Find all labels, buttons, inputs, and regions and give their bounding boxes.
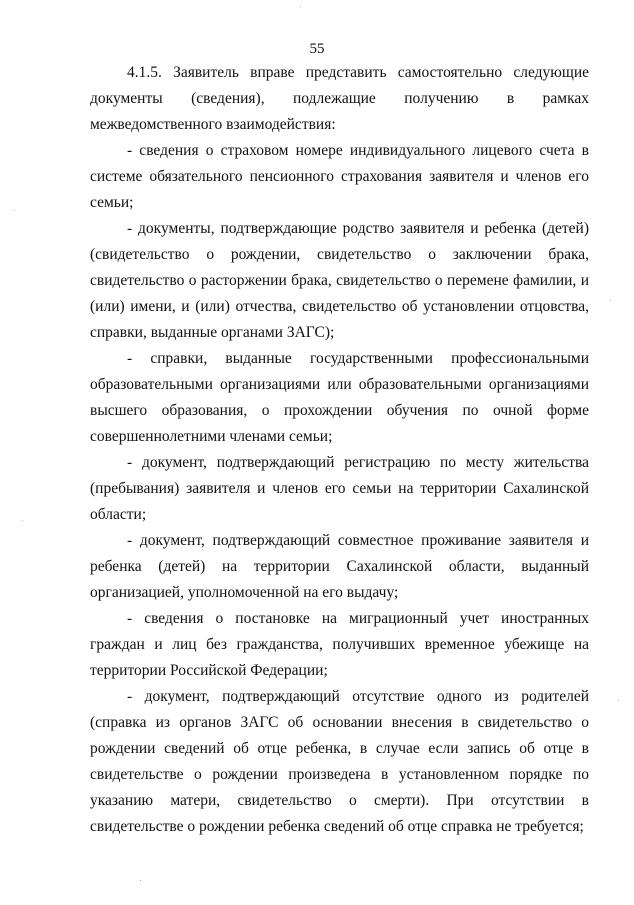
paragraph-4-1-5-intro: 4.1.5. Заявитель вправе представить самостоятельно следующие документы (сведения), подлежащие получению в рамках межведомственного взаимодействия: bbox=[90, 64, 589, 133]
scan-speck bbox=[610, 300, 611, 301]
paragraph-snils-info: - сведения о страховом номере индивидуального лицевого счета в системе обязательного пенсионного страхования заявителя и членов его семьи; bbox=[90, 142, 589, 211]
paragraph-registration-document: - документ, подтверждающий регистрацию по месту жительства (пребывания) заявителя и членов его семьи на территории Сахалинской области; bbox=[90, 454, 589, 523]
paragraph-cohabitation-document: - документ, подтверждающий совместное проживание заявителя и ребенка (детей) на территории Сахалинской области, выданный организацией, уполномоченной на его выдачу; bbox=[90, 532, 589, 601]
scan-speck bbox=[140, 880, 141, 881]
paragraph-absent-parent-document: - документ, подтверждающий отсутствие одного из родителей (справка из органов ЗАГС об основании внесения в свидетельство о рождении сведений об отце ребенка, в случае если запись об отце в свидетельстве о рождении произведена в установленном порядке по указанию матери, свидетельство о смерти). При отсутствии в свидетельстве о рождении ребенка сведений об отце справка не требуется; bbox=[90, 688, 589, 835]
scan-speck bbox=[300, 6, 301, 7]
document-body bbox=[90, 60, 589, 840]
scan-speck bbox=[22, 520, 23, 521]
paragraph-education-certificates: - справки, выданные государственными профессиональными образовательными организациями или образовательными организациями высшего образования, о прохождении обучения по очной форме совершеннолетними членами семьи; bbox=[90, 350, 589, 445]
scan-speck bbox=[618, 700, 619, 701]
paragraph-migration-info: - сведения о постановке на миграционный учет иностранных граждан и лиц без гражданства, получивших временное убежище на территории Российской Федерации; bbox=[90, 610, 589, 679]
page-number: 55 bbox=[309, 41, 325, 57]
scan-speck bbox=[14, 210, 15, 211]
paragraph-kinship-documents: - документы, подтверждающие родство заявителя и ребенка (детей) (свидетельство о рождении, свидетельство о заключении брака, свидетельство о расторжении брака, свидетельство о перемене фамилии, и (или) имени, и (или) отчества, свидетельство об установлении отцовства, справки, выданные органами ЗАГС); bbox=[90, 220, 589, 341]
